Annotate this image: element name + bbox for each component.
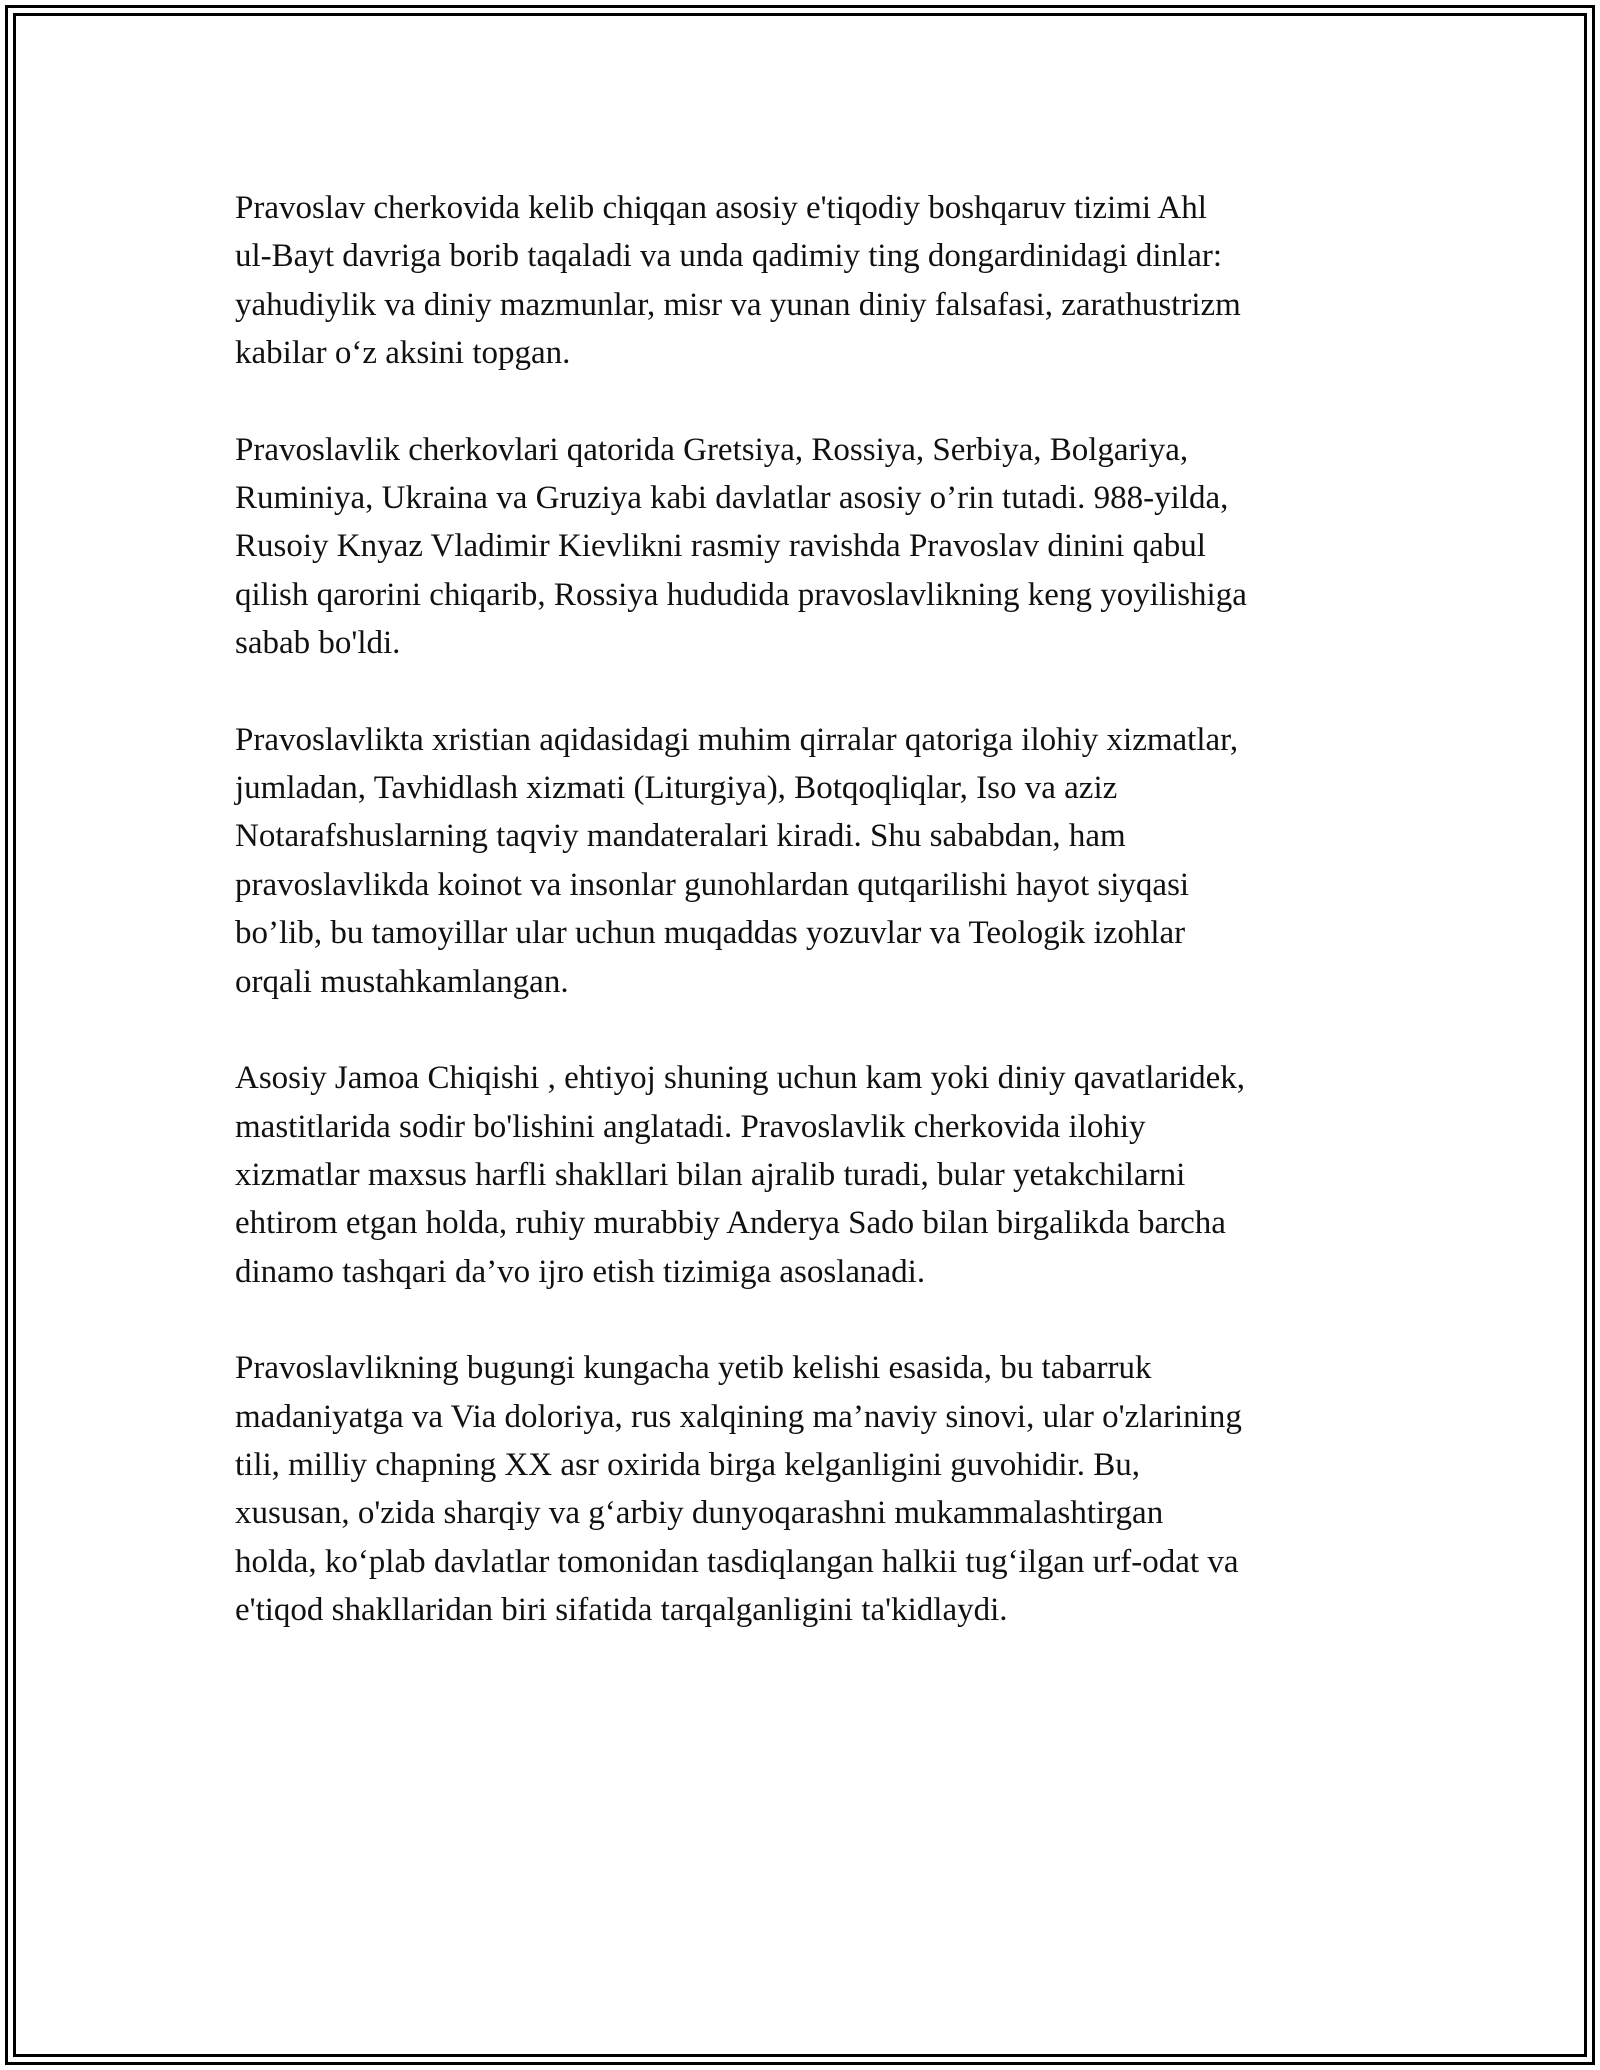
paragraph-4: Asosiy Jamoa Chiqishi , ehtiyoj shuning uchun kam yoki diniy qavatlaridek, mastitlarida sodir bo'lishini anglatadi. Pravoslavlik cherkovida ilohiy xizmatlar maxsus harfli shakllari bilan ajralib turadi, bular yetakchilarni ehtirom etgan holda, ruhiy murabbiy Anderya Sado bilan birgalikda barcha dinamo tashqari da’vo ijro etish tizimiga asoslanadi. — [235, 1060, 1246, 1290]
paragraph-1: Pravoslav cherkovida kelib chiqqan asosiy e'tiqodiy boshqaruv tizimi Ahl ul-Bayt davriga borib taqaladi va unda qadimiy ting dongardinidagi dinlar: yahudiylik va diniy mazmunlar, misr va yunan diniy falsafasi, zarathustrizm kabilar oʻz aksini topgan. — [235, 190, 1241, 372]
document-body — [235, 184, 1370, 1683]
paragraph-5: Pravoslavlikning bugungi kungacha yetib kelishi esasida, bu tabarruk madaniyatga va Via doloriya, rus xalqining ma’naviy sinovi, ular o'zlarining tili, milliy chapning XX asr oxirida birga kelganligini guvohidir. Bu, xususan, o'zida sharqiy va gʻarbiy dunyoqarashni mukammalashtirgan holda, koʻplab davlatlar tomonidan tasdiqlangan halkii tugʻilgan urf-odat va e'tiqod shakllaridan biri sifatida tarqalganligini ta'kidlaydi. — [235, 1350, 1242, 1629]
paragraph-2: Pravoslavlik cherkovlari qatorida Gretsiya, Rossiya, Serbiya, Bolgariya, Ruminiya, Ukraina va Gruziya kabi davlatlar asosiy o’rin tutadi. 988-yilda, Rusoiy Knyaz Vladimir Kievlikni rasmiy ravishda Pravoslav dinini qabul qilish qarorini chiqarib, Rossiya hududida pravoslavlikning keng yoyilishiga sabab bo'ldi. — [235, 431, 1247, 662]
paragraph-3: Pravoslavlikta xristian aqidasidagi muhim qirralar qatoriga ilohiy xizmatlar, jumladan, Tavhidlash xizmati (Liturgiya), Botqoqliqlar, Iso va aziz Notarafshuslarning taqviy mandateralari kiradi. Shu sababdan, ham pravoslavlikda koinot va insonlar gunohlardan qutqarilishi hayot siyqasi bo’lib, bu tamoyillar ular uchun muqaddas yozuvlar va Teologik izohlar orqali mustahkamlangan. — [235, 721, 1239, 1000]
